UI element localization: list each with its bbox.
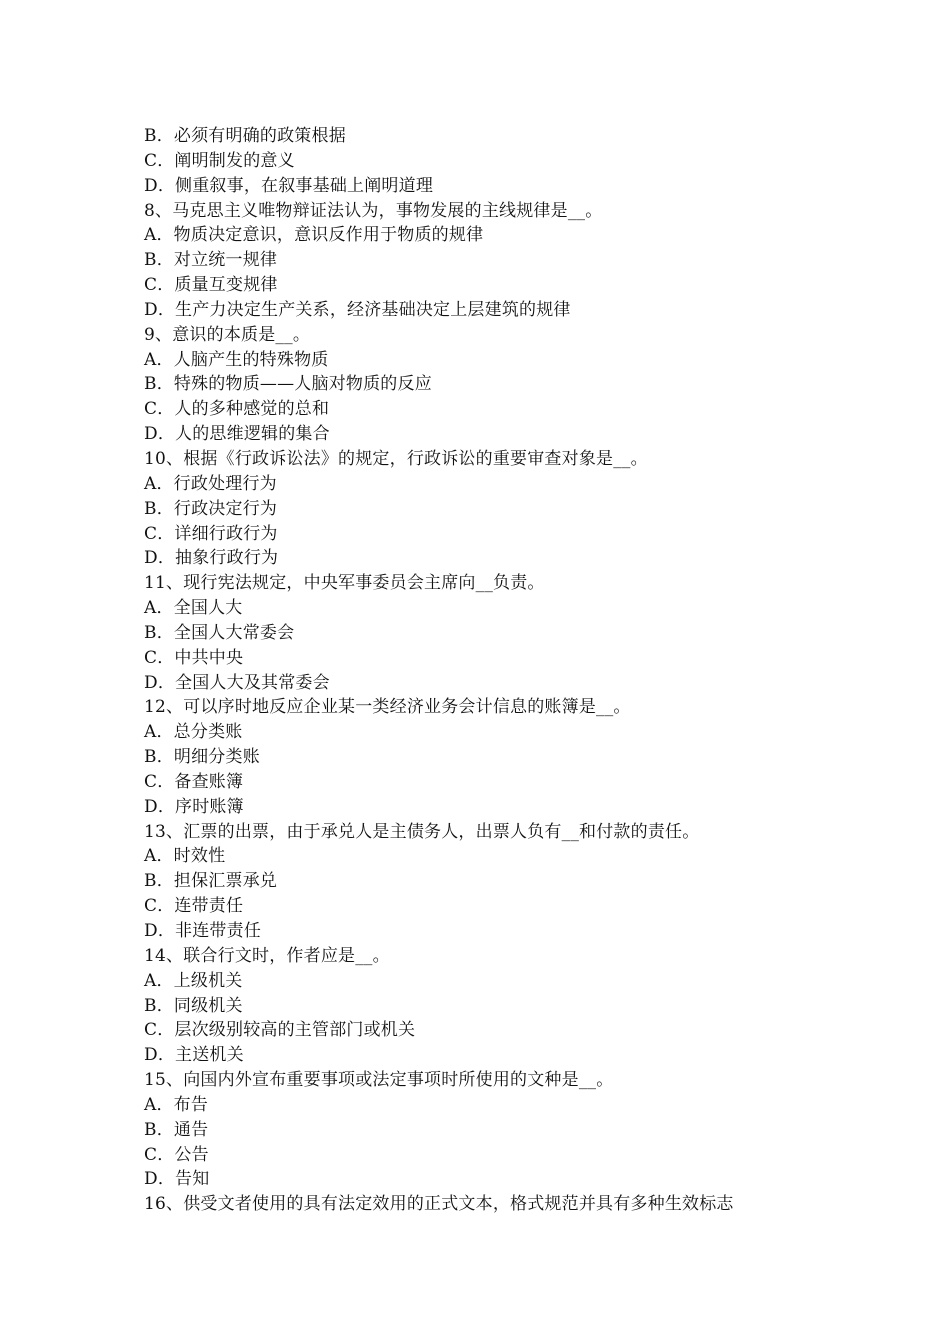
option-line: C．中共中央 xyxy=(144,647,244,668)
option-line: A．物质决定意识，意识反作用于物质的规律 xyxy=(144,225,484,246)
option-line: C．层次级别较高的主管部门或机关 xyxy=(144,1020,416,1041)
option-line: D．非连带责任 xyxy=(144,921,262,941)
option-line: A．人脑产生的特殊物质 xyxy=(144,349,329,370)
option-line: D．序时账簿 xyxy=(144,796,244,817)
question-line: 9、意识的本质是__。 xyxy=(144,324,311,345)
option-line: A．上级机关 xyxy=(144,970,243,991)
option-line: D．主送机关 xyxy=(144,1045,244,1066)
option-line: C．连带责任 xyxy=(144,896,244,917)
question-line: 13、汇票的出票，由于承兑人是主债务人，出票人负有__和付款的责任。 xyxy=(144,821,700,842)
option-line: D．告知 xyxy=(144,1169,210,1190)
question-line: 8、马克思主义唯物辩证法认为，事物发展的主线规律是__。 xyxy=(144,200,603,221)
option-line: B．全国人大常委会 xyxy=(144,622,295,643)
option-line: D．人的思维逻辑的集合 xyxy=(144,424,330,445)
option-line: D．侧重叙事，在叙事基础上阐明道理 xyxy=(144,175,434,196)
option-line: C．公告 xyxy=(144,1144,209,1165)
option-line: D．抽象行政行为 xyxy=(144,548,279,569)
option-line: C．人的多种感觉的总和 xyxy=(144,399,330,420)
option-line: D．生产力决定生产关系，经济基础决定上层建筑的规律 xyxy=(144,299,571,320)
option-line: B．必须有明确的政策根据 xyxy=(144,126,346,146)
option-line: D．全国人大及其常委会 xyxy=(144,672,330,693)
option-line: A．行政处理行为 xyxy=(144,473,277,494)
question-list xyxy=(144,124,824,1217)
option-line: A．时效性 xyxy=(144,846,226,867)
option-line: B．对立统一规律 xyxy=(144,250,278,271)
question-line: 15、向国内外宣布重要事项或法定事项时所使用的文种是__。 xyxy=(144,1070,614,1091)
option-line: B．明细分类账 xyxy=(144,747,260,768)
option-line: B．行政决定行为 xyxy=(144,498,278,519)
question-line: 12、可以序时地反应企业某一类经济业务会计信息的账簿是__。 xyxy=(144,697,631,718)
option-line: B．特殊的物质——人脑对物质的反应 xyxy=(144,374,432,395)
option-line: A．布告 xyxy=(144,1094,209,1115)
option-line: B．通告 xyxy=(144,1119,209,1140)
option-line: C．质量互变规律 xyxy=(144,275,278,296)
question-line: 11、现行宪法规定，中央军事委员会主席向__负责。 xyxy=(144,573,545,594)
option-line: B．同级机关 xyxy=(144,995,243,1016)
question-line: 14、联合行文时，作者应是__。 xyxy=(144,945,390,966)
option-line: B．担保汇票承兑 xyxy=(144,871,278,892)
option-line: C．详细行政行为 xyxy=(144,523,278,544)
question-line: 10、根据《行政诉讼法》的规定，行政诉讼的重要审查对象是__。 xyxy=(144,448,648,469)
option-line: C．备查账簿 xyxy=(144,771,244,792)
option-line: C．阐明制发的意义 xyxy=(144,150,295,171)
option-line: A．全国人大 xyxy=(144,598,243,619)
question-line: 16、供受文者使用的具有法定效用的正式文本，格式规范并具有多种生效标志 xyxy=(144,1194,734,1215)
option-line: A．总分类账 xyxy=(144,722,243,743)
